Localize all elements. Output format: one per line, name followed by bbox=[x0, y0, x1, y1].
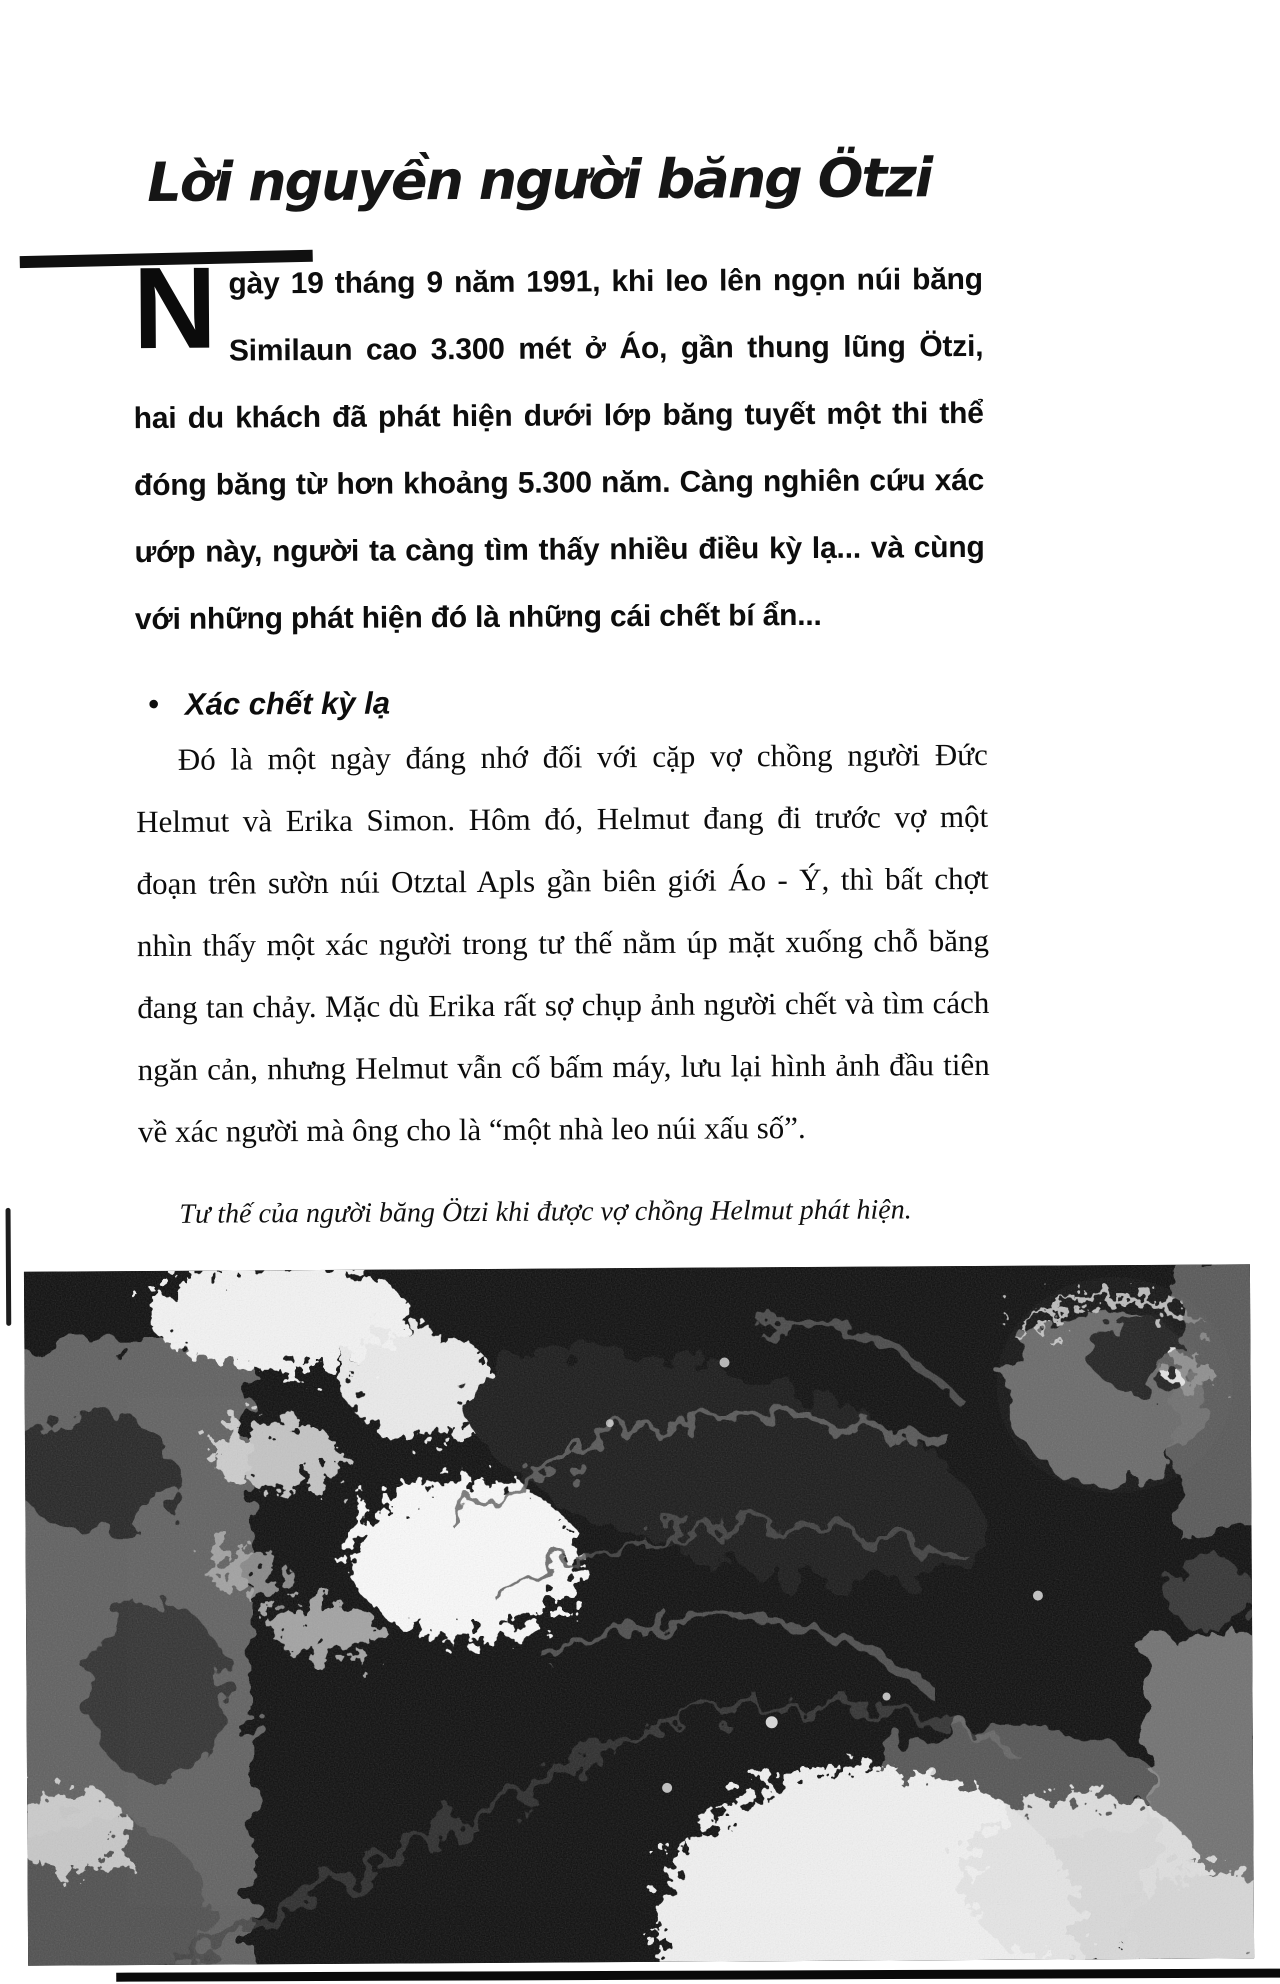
photo-grain bbox=[24, 1264, 1254, 1965]
page-title: Lời nguyền người băng Ötzi bbox=[147, 146, 932, 215]
photo-caption: Tư thế của người băng Ötzi khi được vợ chồng Helmut phát hiện. bbox=[179, 1194, 912, 1230]
bottom-scan-artifact bbox=[116, 1969, 1280, 1982]
bullet-icon: • bbox=[148, 687, 160, 722]
body-paragraph: Đó là một ngày đáng nhớ đối với cặp vợ chồng người Đức Helmut và Erika Simon. Hôm đó, Helmut đang đi trước vợ một đoạn trên sườn núi Otztal Apls gần biên giới Áo - Ý, thì bất chợt nhìn thấy một xác người trong tư thế nằm úp mặt xuống chỗ băng đang tan chảy. Mặc dù Erika rất sợ chụp ảnh người chết và tìm cách ngăn cản, nhưng Helmut vẫn cố bấm máy, lưu lại hình ảnh đầu tiên về xác người mà ông cho là “một nhà leo núi xấu số”. bbox=[136, 736, 990, 1150]
intro-text: gày 19 tháng 9 năm 1991, khi leo lên ngọn núi băng Similaun cao 3.300 mét ở Áo, gần thung lũng Ötzi, hai du khách đã phát hiện dưới lớp băng tuyết một thi thể đóng băng từ hơn khoảng 5.300 năm. Càng nghiên cứu xác ướp này, người ta càng tìm thấy nhiều điều kỳ lạ... và cùng với những phát hiện đó là những cái chết bí ẩn... bbox=[133, 262, 985, 637]
section-heading-line bbox=[148, 686, 390, 723]
intro-paragraph bbox=[132, 242, 985, 653]
section-heading: Xác chết kỳ lạ bbox=[184, 685, 391, 722]
drop-cap: N bbox=[132, 242, 218, 374]
left-edge-scan-artifact bbox=[6, 1208, 12, 1326]
iceman-photo bbox=[24, 1264, 1254, 1965]
iceman-photo-frame bbox=[24, 1264, 1254, 1965]
